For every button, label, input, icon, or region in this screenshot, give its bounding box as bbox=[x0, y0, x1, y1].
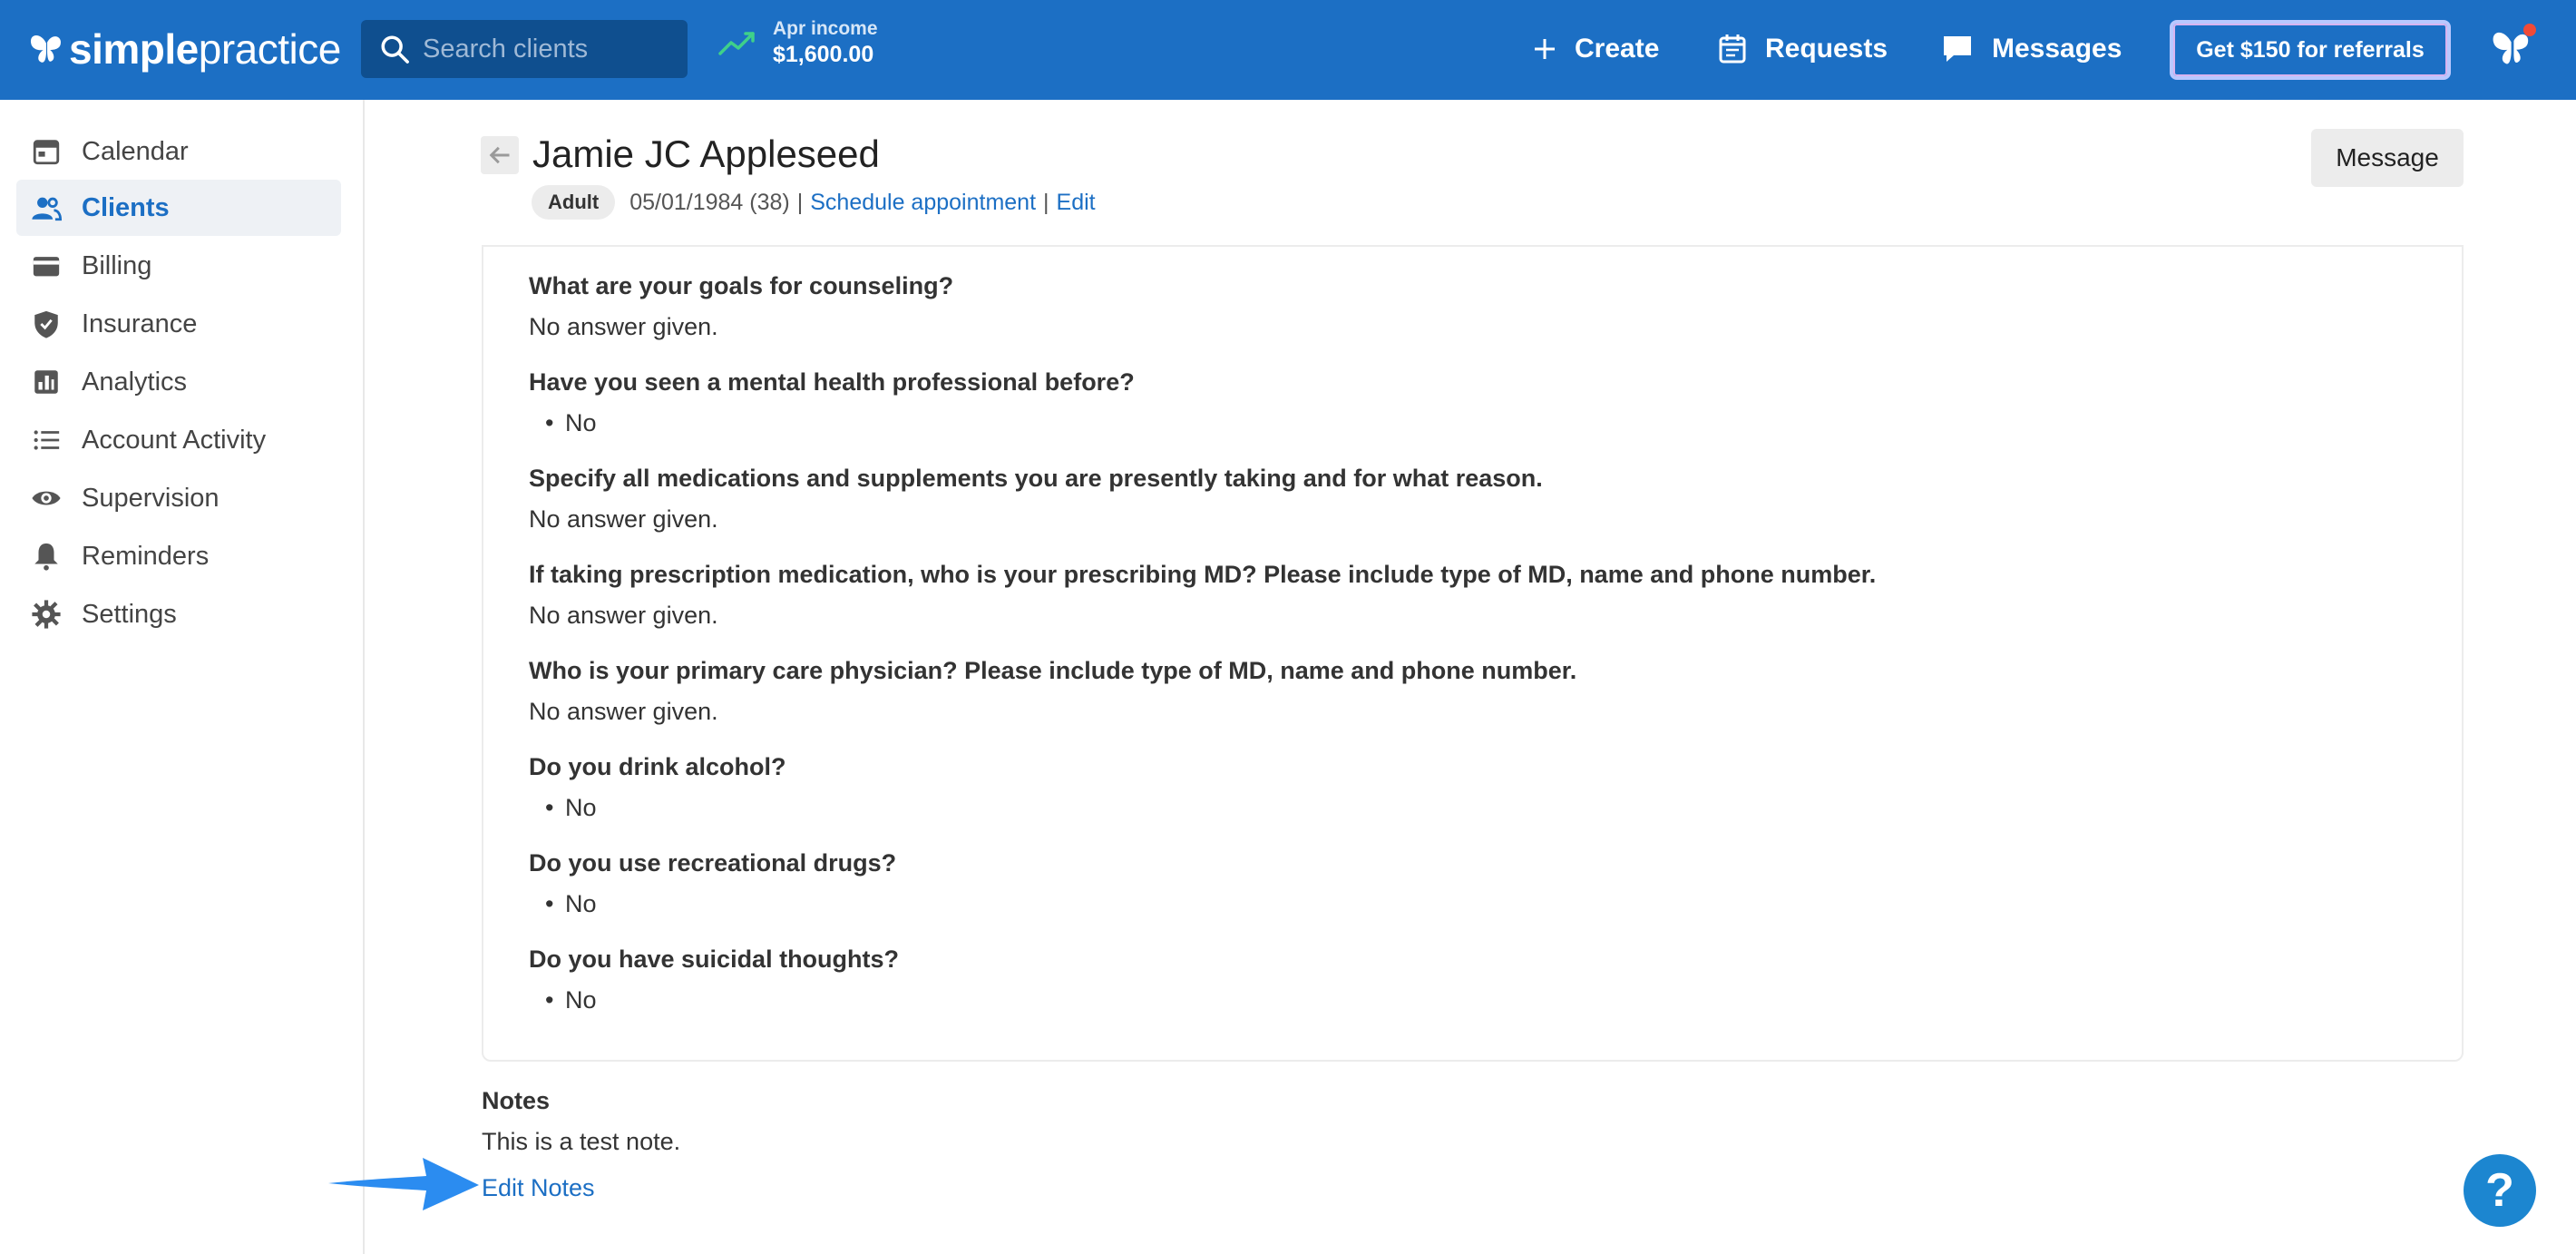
client-type-badge: Adult bbox=[532, 185, 615, 220]
referral-button[interactable]: Get $150 for referrals bbox=[2170, 20, 2451, 80]
question-text: Who is your primary care physician? Please include type of MD, name and phone number. bbox=[529, 657, 1577, 684]
answer-text: • No bbox=[529, 794, 786, 822]
income-summary[interactable] bbox=[718, 18, 878, 68]
edit-notes-link[interactable]: Edit Notes bbox=[482, 1174, 595, 1201]
question-item bbox=[529, 272, 953, 341]
answer-text: • No bbox=[529, 986, 899, 1014]
analytics-icon bbox=[31, 367, 62, 397]
search-clients-box[interactable] bbox=[361, 20, 688, 78]
user-avatar[interactable] bbox=[2487, 22, 2538, 73]
question-text: If taking prescription medication, who is your prescribing MD? Please include type of MD, name and phone number. bbox=[529, 561, 1877, 588]
notes-heading: Notes bbox=[482, 1087, 551, 1114]
requests-button[interactable] bbox=[1718, 25, 1888, 73]
create-button[interactable] bbox=[1533, 25, 1659, 73]
question-item bbox=[529, 849, 896, 918]
notification-dot bbox=[2523, 24, 2536, 36]
arrow-left-icon bbox=[487, 142, 512, 168]
sidebar-item-label: Settings bbox=[82, 599, 177, 629]
sidebar-item-account-activity[interactable] bbox=[16, 412, 341, 468]
chat-bubble-icon bbox=[1941, 34, 1974, 64]
question-item bbox=[529, 945, 899, 1014]
intake-answers-card bbox=[482, 245, 2464, 1062]
question-item bbox=[529, 657, 1576, 726]
sidebar-item-label: Reminders bbox=[82, 541, 210, 571]
separator: | bbox=[1043, 189, 1049, 215]
question-text: Do you drink alcohol? bbox=[529, 753, 786, 780]
sidebar-item-supervision[interactable] bbox=[16, 470, 341, 526]
sidebar-item-analytics[interactable] bbox=[16, 354, 341, 410]
message-button[interactable]: Message bbox=[2311, 129, 2464, 187]
sidebar-item-calendar[interactable] bbox=[16, 123, 341, 180]
income-label: Apr income bbox=[773, 18, 878, 39]
logo-simple-text: simple bbox=[69, 25, 199, 73]
gear-icon bbox=[31, 599, 62, 630]
simplepractice-logo[interactable] bbox=[27, 22, 341, 76]
search-input[interactable] bbox=[423, 34, 677, 64]
list-icon bbox=[31, 425, 62, 456]
trend-up-icon bbox=[718, 30, 756, 57]
sidebar-item-label: Account Activity bbox=[82, 425, 267, 455]
answer-text: No answer given. bbox=[529, 505, 718, 533]
client-dob: 05/01/1984 (38) bbox=[629, 189, 790, 215]
help-button[interactable]: ? bbox=[2464, 1154, 2536, 1227]
create-label: Create bbox=[1575, 34, 1660, 64]
butterfly-icon bbox=[27, 30, 65, 68]
sidebar-item-label: Clients bbox=[82, 192, 170, 222]
clients-icon bbox=[31, 192, 62, 223]
sidebar-item-label: Supervision bbox=[82, 483, 220, 513]
question-item bbox=[529, 465, 1543, 534]
search-icon bbox=[379, 34, 410, 64]
question-item bbox=[529, 561, 1876, 630]
edit-client-link[interactable]: Edit bbox=[1056, 189, 1096, 215]
sidebar-item-label: Billing bbox=[82, 250, 152, 280]
answer-text: • No bbox=[529, 409, 1135, 437]
sidebar-item-reminders[interactable] bbox=[16, 528, 341, 584]
billing-icon bbox=[31, 250, 62, 281]
eye-icon bbox=[31, 483, 62, 514]
pointer-arrow-icon bbox=[327, 1154, 481, 1212]
client-name: Jamie JC Appleseed bbox=[532, 132, 880, 175]
answer-text: • No bbox=[529, 890, 896, 918]
income-value: $1,600.00 bbox=[773, 42, 874, 67]
separator: | bbox=[796, 189, 804, 215]
logo-practice-text: practice bbox=[198, 25, 341, 73]
sidebar-item-insurance[interactable] bbox=[16, 296, 341, 352]
question-text: Do you use recreational drugs? bbox=[529, 849, 897, 877]
question-item bbox=[529, 753, 786, 822]
sidebar-item-label: Calendar bbox=[82, 136, 189, 166]
plus-icon bbox=[1533, 37, 1556, 61]
calendar-check-icon bbox=[1718, 34, 1747, 64]
back-button[interactable] bbox=[481, 136, 519, 174]
client-meta bbox=[532, 185, 1096, 220]
requests-label: Requests bbox=[1765, 34, 1888, 64]
sidebar-item-label: Analytics bbox=[82, 367, 188, 397]
messages-button[interactable] bbox=[1941, 25, 2122, 73]
sidebar-item-settings[interactable] bbox=[16, 586, 341, 642]
sidebar bbox=[0, 100, 365, 1254]
question-item bbox=[529, 368, 1135, 437]
question-text: Do you have suicidal thoughts? bbox=[529, 945, 900, 973]
question-text: Specify all medications and supplements you are presently taking and for what reason. bbox=[529, 465, 1543, 492]
sidebar-item-clients[interactable] bbox=[16, 180, 341, 236]
top-navigation-bar bbox=[0, 0, 2576, 100]
question-text: Have you seen a mental health professional before? bbox=[529, 368, 1135, 396]
insurance-icon bbox=[31, 309, 62, 339]
bell-icon bbox=[31, 541, 62, 572]
answer-text: No answer given. bbox=[529, 313, 718, 340]
answer-text: No answer given. bbox=[529, 698, 718, 725]
answer-text: No answer given. bbox=[529, 602, 718, 629]
sidebar-item-label: Insurance bbox=[82, 309, 198, 338]
notes-text: This is a test note. bbox=[482, 1128, 681, 1155]
calendar-icon bbox=[31, 136, 62, 167]
schedule-appointment-link[interactable]: Schedule appointment bbox=[810, 189, 1037, 215]
sidebar-item-billing[interactable] bbox=[16, 238, 341, 294]
messages-label: Messages bbox=[1992, 34, 2122, 64]
question-text: What are your goals for counseling? bbox=[529, 272, 954, 299]
